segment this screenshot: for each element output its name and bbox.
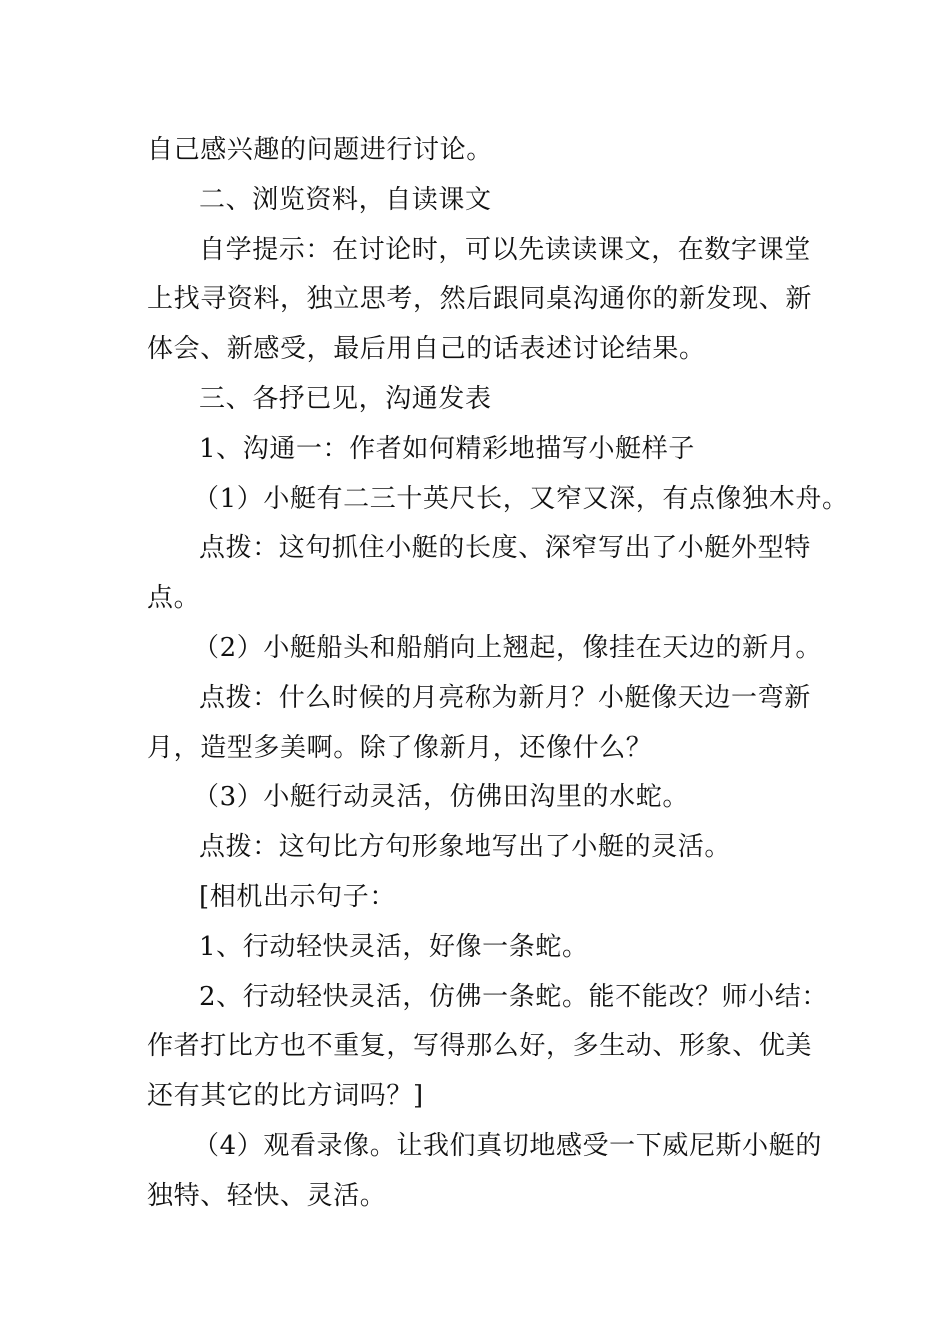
paragraph-line: 点拨：这句抓住小艇的长度、深窄写出了小艇外型特 bbox=[199, 533, 811, 564]
paragraph-line: 1、行动轻快灵活，好像一条蛇。 bbox=[199, 931, 589, 962]
paragraph-line: 月，造型多美啊。除了像新月，还像什么？ bbox=[147, 732, 653, 763]
paragraph-line: 点。 bbox=[147, 583, 201, 614]
paragraph-line: 还有其它的比方词吗？] bbox=[147, 1081, 424, 1112]
subheading-line: 1、沟通一：作者如何精彩地描写小艇样子 bbox=[199, 433, 695, 464]
section-heading-discuss: 三、各抒已见，沟通发表 bbox=[199, 383, 492, 414]
paragraph-line: 点拨：什么时候的月亮称为新月？小艇像天边一弯新 bbox=[199, 682, 811, 713]
paragraph-line: 作者打比方也不重复，写得那么好，多生动、形象、优美 bbox=[147, 1031, 813, 1062]
paragraph-line: （2）小艇船头和船艄向上翘起，像挂在天边的新月。 bbox=[193, 632, 822, 663]
paragraph-line: 自己感兴趣的问题进行讨论。 bbox=[147, 135, 493, 165]
paragraph-line: 体会、新感受，最后用自己的话表述讨论结果。 bbox=[147, 334, 706, 365]
body-text bbox=[147, 126, 849, 1222]
paragraph-line: 自学提示：在讨论时，可以先读读课文，在数字课堂 bbox=[199, 234, 811, 265]
paragraph-line: [相机出示句子： bbox=[199, 881, 396, 912]
section-heading-browse: 二、浏览资料，自读课文 bbox=[199, 184, 492, 215]
paragraph-line: 点拨：这句比方句形象地写出了小艇的灵活。 bbox=[199, 832, 732, 863]
paragraph-line: （4）观看录像。让我们真切地感受一下威尼斯小艇的 bbox=[193, 1130, 822, 1161]
paragraph-line: 独特、轻快、灵活。 bbox=[147, 1180, 387, 1211]
paragraph-line: （3）小艇行动灵活，仿佛田沟里的水蛇。 bbox=[193, 782, 689, 813]
paragraph-line: 上找寻资料，独立思考，然后跟同桌沟通你的新发现、新 bbox=[147, 284, 813, 315]
paragraph-line: 2、行动轻快灵活，仿佛一条蛇。能不能改？师小结： bbox=[199, 981, 828, 1012]
paragraph-line: （1）小艇有二三十英尺长，又窄又深，有点像独木舟。 bbox=[193, 483, 849, 514]
